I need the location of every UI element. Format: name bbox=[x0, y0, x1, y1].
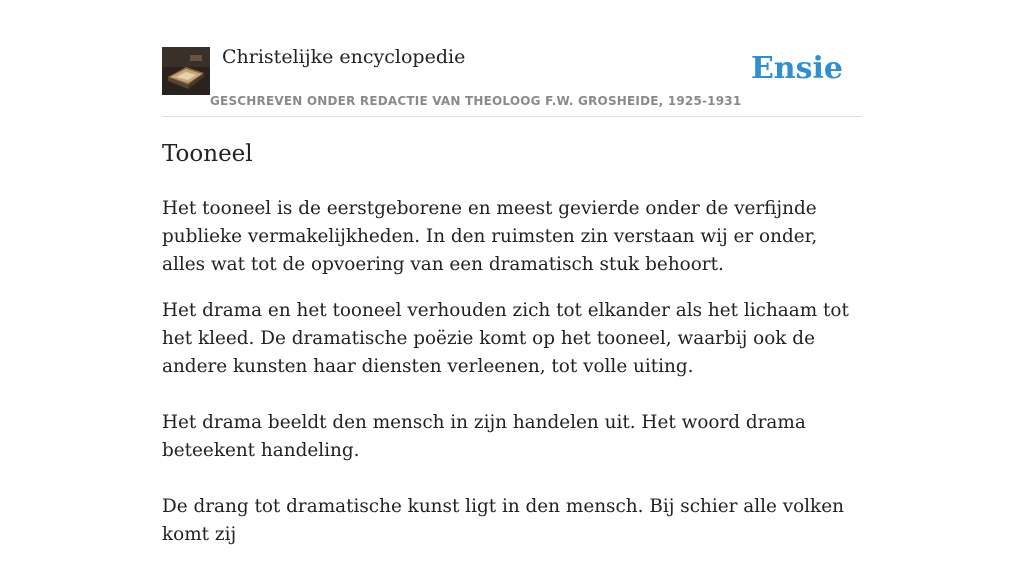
article-paragraph: Het drama beeldt den mensch in zijn handelen uit. Het woord drama beteekent handeling. bbox=[162, 412, 806, 461]
site-subtitle: GESCHREVEN ONDER REDACTIE VAN THEOLOOG F.W. GROSHEIDE, 1925-1931 bbox=[210, 94, 742, 108]
book-photo-icon bbox=[162, 47, 210, 95]
article-title: Tooneel bbox=[162, 141, 253, 167]
article-paragraph: Het tooneel is de eerstgeborene en meest gevierde onder de verfijnde publieke vermakelijkheden. In den ruimsten zin verstaan wij er onder, alles wat tot de opvoering van een dramatisch stuk behoort. bbox=[162, 198, 818, 275]
article-paragraph: De drang tot dramatische kunst ligt in den mensch. Bij schier alle volken komt zij bbox=[162, 496, 844, 545]
article-paragraph: Het drama en het tooneel verhouden zich tot elkander als het lichaam tot het kleed. De dramatische poëzie komt op het tooneel, waarbij ook de andere kunsten haar diensten verleenen, tot volle uiting. bbox=[162, 300, 849, 377]
ensie-logo-link[interactable]: Ensie bbox=[750, 51, 843, 86]
site-header bbox=[162, 40, 862, 117]
avatar[interactable] bbox=[162, 47, 210, 95]
site-title[interactable]: Christelijke encyclopedie bbox=[222, 46, 466, 68]
article bbox=[162, 138, 862, 567]
